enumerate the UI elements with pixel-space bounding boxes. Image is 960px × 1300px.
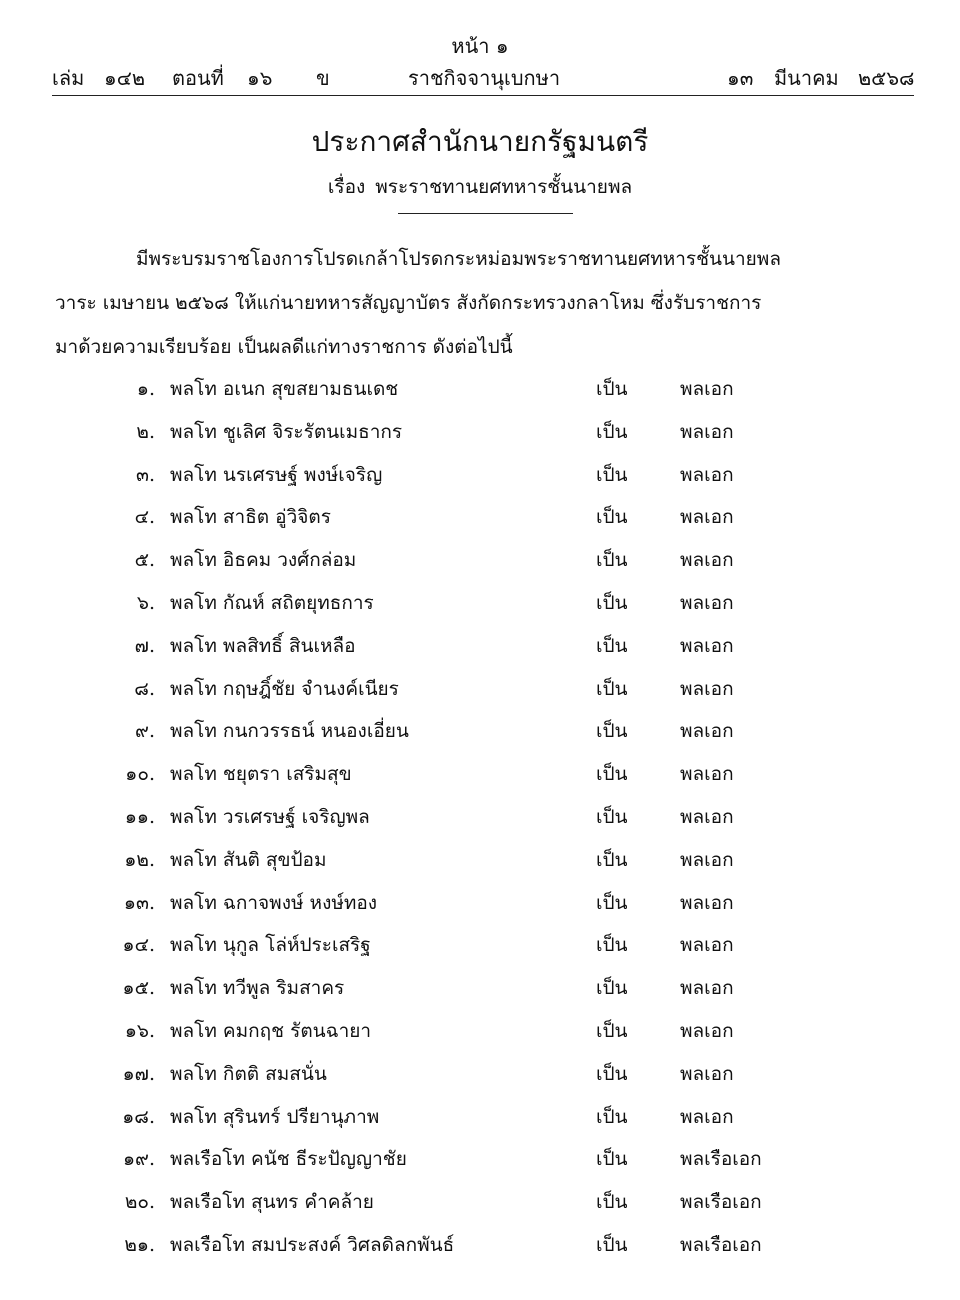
list-item [0,1010,960,1053]
item-number: ๖. [136,591,155,614]
promotion-list [0,368,960,1267]
promotion-verb: เป็น [596,977,628,1000]
new-rank: พลเอก [680,1062,734,1085]
new-rank: พลเอก [680,634,734,657]
subject-label: เรื่อง [327,176,366,198]
new-rank: พลเอก [680,591,734,614]
body-line-2: วาระ เมษายน ๒๕๖๘ ให้แก่นายทหารสัญญาบัตร สังกัดกระทรวงกลาโหม ซึ่งรับราชการ [55,292,762,314]
list-item [0,1096,960,1139]
officer-name: พลโท นรเศรษฐ์ พงษ์เจริญ [170,463,383,486]
promotion-verb: เป็น [596,720,628,743]
new-rank: พลเรือเอก [680,1233,762,1256]
list-item [0,496,960,539]
officer-name: พลโท กัณห์ สถิตยุทธการ [170,591,374,614]
promotion-verb: เป็น [596,549,628,572]
officer-name: พลโท วรเศรษฐ์ เจริญพล [170,805,370,828]
officer-name: พลโท อิธคม วงศ์กล่อม [170,549,357,572]
officer-name: พลโท สุรินทร์ ปรียานุภาพ [170,1105,380,1128]
new-rank: พลเอก [680,463,734,486]
officer-name: พลโท ทวีพูล ริมสาคร [170,977,345,1000]
new-rank: พลเอก [680,549,734,572]
gazette-name: ราชกิจจานุเบกษา [408,66,561,90]
list-item [0,539,960,582]
new-rank: พลเรือเอก [680,1191,762,1214]
item-number: ๑. [136,378,155,400]
promotion-verb: เป็น [596,1105,628,1128]
item-number: ๑๔. [122,934,155,957]
item-number: ๘. [134,677,155,700]
list-item [0,668,960,711]
list-item [0,967,960,1010]
promotion-verb: เป็น [596,420,628,443]
list-item [0,1053,960,1096]
list-item [0,1138,960,1181]
officer-name: พลโท อเนก สุขสยามธนเดช [170,378,399,400]
officer-name: พลโท ฉกาจพงษ์ หงษ์ทอง [170,891,378,914]
officer-name: พลโท ชยุตรา เสริมสุข [170,763,352,786]
date-day: ๑๓ [727,66,754,90]
item-number: ๑๑. [124,805,155,828]
promotion-verb: เป็น [596,1148,628,1171]
officer-name: พลโท พลสิทธิ์ สินเหลือ [170,634,356,657]
officer-name: พลโท กฤษฎิ์ชัย จำนงค์เนียร [170,677,399,700]
officer-name: พลโท สันติ สุขป้อม [170,848,327,871]
item-number: ๑๒. [124,848,155,871]
item-number: ๔. [134,506,155,529]
volume-number: ๑๔๒ [104,66,146,90]
item-number: ๒๐. [124,1191,155,1214]
page-number: หน้า ๑ [451,34,509,58]
list-item [0,839,960,882]
promotion-verb: เป็น [596,763,628,786]
announcement-title: ประกาศสำนักนายกรัฐมนตรี [311,125,649,158]
list-item [0,1224,960,1267]
item-number: ๑๗. [122,1062,155,1085]
new-rank: พลเอก [680,720,734,743]
new-rank: พลเอก [680,934,734,957]
officer-name: พลเรือโท สุนทร คำคล้าย [170,1191,374,1214]
new-rank: พลเอก [680,763,734,786]
list-item [0,368,960,411]
new-rank: พลเอก [680,891,734,914]
item-number: ๑๓. [123,891,155,914]
promotion-verb: เป็น [596,934,628,957]
promotion-verb: เป็น [596,1233,628,1256]
list-item [0,625,960,668]
list-item [0,1181,960,1224]
list-item [0,710,960,753]
new-rank: พลเอก [680,805,734,828]
item-number: ๕. [134,549,155,572]
list-item [0,753,960,796]
item-number: ๑๘. [122,1105,155,1128]
new-rank: พลเอก [680,1019,734,1042]
subject-text: พระราชทานยศทหารชั้นนายพล [375,176,633,198]
list-item [0,924,960,967]
new-rank: พลเอก [680,420,734,443]
promotion-verb: เป็น [596,506,628,529]
gazette-header [52,62,914,92]
item-number: ๓. [135,463,155,486]
item-number: ๙. [135,720,155,743]
promotion-verb: เป็น [596,677,628,700]
announcement-subject [0,172,960,202]
officer-name: พลโท กิตติ สมสนั่น [170,1062,327,1085]
promotion-verb: เป็น [596,805,628,828]
body-line-1: มีพระบรมราชโองการโปรดเกล้าโปรดกระหม่อมพระราชทานยศทหารชั้นนายพล [136,248,781,270]
item-number: ๒. [136,420,155,443]
officer-name: พลโท สาธิต อู่วิจิตร [170,506,331,529]
officer-name: พลเรือโท คนัช ธีระปัญญาชัย [170,1148,407,1171]
new-rank: พลเอก [680,378,734,400]
promotion-verb: เป็น [596,591,628,614]
section-letter: ข [316,66,330,90]
item-number: ๒๑. [124,1233,155,1256]
list-item [0,454,960,497]
volume-label: เล่ม [52,66,85,90]
list-item [0,582,960,625]
promotion-verb: เป็น [596,634,628,657]
officer-name: พลเรือโท สมประสงค์ วิศลดิลกพันธ์ [170,1233,455,1256]
promotion-verb: เป็น [596,378,628,400]
item-number: ๑๕. [122,977,155,1000]
list-item [0,411,960,454]
new-rank: พลเอก [680,977,734,1000]
body-line-3: มาด้วยความเรียบร้อย เป็นผลดีแก่ทางราชการ ดังต่อไปนี้ [55,336,513,358]
title-divider [398,213,573,214]
issue-number: ๑๖ [247,66,273,90]
list-item [0,796,960,839]
item-number: ๑๙. [122,1148,155,1171]
new-rank: พลเอก [680,848,734,871]
date-month: มีนาคม [774,66,839,90]
new-rank: พลเอก [680,1105,734,1128]
promotion-verb: เป็น [596,848,628,871]
header-divider [52,95,914,96]
item-number: ๑๖. [124,1019,155,1042]
issue-label: ตอนที่ [172,66,224,90]
officer-name: พลโท นุกูล โล่ห์ประเสริฐ [170,934,371,957]
officer-name: พลโท คมกฤช รัตนฉายา [170,1019,372,1042]
new-rank: พลเอก [680,506,734,529]
promotion-verb: เป็น [596,1019,628,1042]
item-number: ๑๐. [125,763,155,786]
promotion-verb: เป็น [596,1062,628,1085]
officer-name: พลโท กนกวรรธน์ หนองเอี่ยน [170,720,409,743]
list-item [0,882,960,925]
new-rank: พลเอก [680,677,734,700]
new-rank: พลเรือเอก [680,1148,762,1171]
date-year: ๒๕๖๘ [858,66,915,90]
item-number: ๗. [134,634,155,657]
officer-name: พลโท ชูเลิศ จิระรัตนเมธากร [170,420,403,443]
promotion-verb: เป็น [596,1191,628,1214]
promotion-verb: เป็น [596,463,628,486]
promotion-verb: เป็น [596,891,628,914]
